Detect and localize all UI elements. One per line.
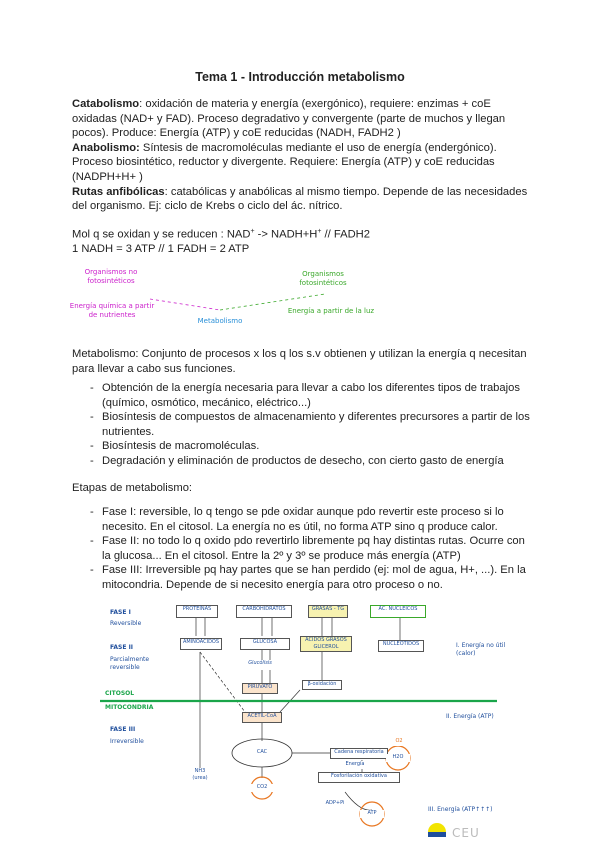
label-cac: CAC	[248, 749, 276, 757]
energia-1-label: I. Energía no útil (calor)	[456, 642, 506, 657]
label-o2: O2	[388, 738, 410, 746]
list-item: - Fase III: Irreversible pq hay partes que se han perdido (ej: mol de agua, H+, ...). En la mitocondria. Depende de si necesito energía para otro proceso o no.	[72, 563, 532, 592]
ceu-watermark: CEU	[452, 826, 480, 840]
citosol-label: CITOSOL	[105, 690, 135, 697]
fase1-sub: Reversible	[110, 620, 142, 627]
ceu-logo-yellow	[428, 823, 446, 832]
catabolismo-text: : oxidación de materia y energía (exergónico), requiere: enzimas + coE oxidadas (NAD+ y FAD). Proceso degradativo y convergente (parte de muchos y llegan pocos). Produce: Energía (ATP) y coE reducidas (NADH, FADH2 )	[72, 98, 506, 140]
list-item: - Biosíntesis de compuestos de almacenamiento y diferentes precursores a partir de los nutrientes.	[72, 410, 532, 439]
coenzymes-line1-b: -> NADH+H	[254, 228, 318, 241]
box-fosforilacion: Fosforilación oxidativa	[318, 772, 400, 783]
anfibolicas-term: Rutas anfibólicas	[72, 185, 165, 198]
label-fotosinteticos: Organismos fotosintéticos	[299, 270, 347, 287]
fase3-sub: Irreversible	[110, 738, 144, 745]
ceu-logo-blue	[428, 832, 446, 837]
box-nucleotidos: NUCLEÓTIDOS	[378, 640, 424, 652]
fase2-label: FASE II	[110, 644, 134, 651]
anabolismo-text: Síntesis de macromoléculas mediante el uso de energía (endergónico). Proceso biosintético, reductor y divergente. Requiere: Energía (ATP) y coE reducidas (NADPH+H+ )	[72, 141, 497, 183]
label-co2: CO2	[250, 784, 274, 792]
box-acetil-coa: ACETIL-CoA	[242, 712, 282, 723]
box-glucosa: GLUCOSA	[240, 638, 290, 650]
arrow-aa-acetil	[200, 652, 248, 716]
list-item: - Fase I: reversible, lo q tengo se pde oxidar aunque pdo revertir este proceso si lo necesito. En el citosol. La energía no es útil, no forma ATP sino q produce calor.	[72, 505, 532, 534]
label-nh3: NH3 (urea)	[188, 768, 212, 782]
fase3-label: FASE III	[110, 726, 136, 733]
fase1-label: FASE I	[110, 609, 131, 616]
metabolismo-intro: Metabolismo: Conjunto de procesos x los q los s.v obtienen y utilizan la energía q necesitan para llevar a cabo sus funciones.	[72, 348, 527, 375]
page-title: Tema 1 - Introducción metabolismo	[195, 70, 405, 84]
box-ac-nucleicos: ÁC. NUCLEICOS	[370, 605, 426, 618]
label-energia: Energía	[340, 761, 370, 769]
box-grasas: GRASAS - TG	[308, 605, 348, 618]
catabolismo-term: Catabolismo	[72, 98, 140, 110]
energia-2-label: II. Energía (ATP)	[446, 713, 494, 720]
box-piruvato: PIRUVATO	[242, 683, 278, 694]
list-item: - Obtención de la energía necesaria para llevar a cabo los diferentes tipos de trabajos (químico, osmótico, mecánico, eléctrico...)	[72, 381, 532, 410]
label-h2o: H2O	[386, 754, 410, 762]
etapas-heading: Etapas de metabolismo:	[72, 482, 193, 494]
fase2-sub: Parcialmente reversible	[110, 656, 150, 671]
list-item: - Fase II: no todo lo q oxido pdo revertirlo libremente pq hay distintas rutas. Ocurre con la glucosa... En el citosol. Entre la 2º y 3º se produce más energía (ATP)	[72, 534, 532, 563]
coenzymes-line2: 1 NADH = 3 ATP // 1 FADH = 2 ATP	[72, 243, 250, 256]
box-acidos-grasos: ÁCIDOS GRASOS GLICEROL	[300, 636, 352, 652]
box-proteinas: PROTEÍNAS	[176, 605, 218, 618]
box-beta-oxidacion: β-oxidación	[302, 680, 342, 690]
list-item: - Biosíntesis de macromoléculas.	[72, 439, 532, 454]
coenzymes-line1-c: // FADH2	[321, 228, 370, 241]
coenzymes-line1-a: Mol q se oxidan y se reducen : NAD	[72, 228, 251, 241]
sup-plus-2: +	[317, 228, 322, 235]
label-energia-quimica: Energía química a partir de nutrientes	[69, 302, 155, 319]
label-glucolisis: Glucólisis	[242, 660, 278, 670]
box-carbohidratos: CARBOHIDRATOS	[236, 605, 292, 618]
energia-3-label: III. Energía (ATP↑↑↑)	[428, 806, 493, 813]
sup-plus-1: +	[250, 228, 255, 235]
label-energia-luz: Energía a partir de la luz	[287, 307, 375, 315]
label-atp: ATP	[360, 810, 384, 818]
mitocondria-label: MITOCONDRIA	[105, 704, 154, 711]
box-aminoacidos: AMINOÁCIDOS	[180, 638, 222, 650]
list-item: - Degradación y eliminación de productos de desecho, con cierto gasto de energía	[72, 454, 532, 469]
anfibolicas-text: : catabólicas y anabólicas al mismo tiempo. Depende de las necesidades del organismo. Ej: ciclo de Krebs o ciclo del ác. nítrico.	[72, 185, 528, 213]
label-adp: ADP+Pi	[320, 800, 350, 808]
label-metabolismo: Metabolismo	[197, 317, 243, 325]
label-no-fotosinteticos: Organismos no fotosintéticos	[84, 268, 138, 285]
box-cadena-respiratoria: Cadena respiratoria	[330, 748, 388, 759]
anabolismo-term: Anabolismo:	[72, 141, 140, 154]
